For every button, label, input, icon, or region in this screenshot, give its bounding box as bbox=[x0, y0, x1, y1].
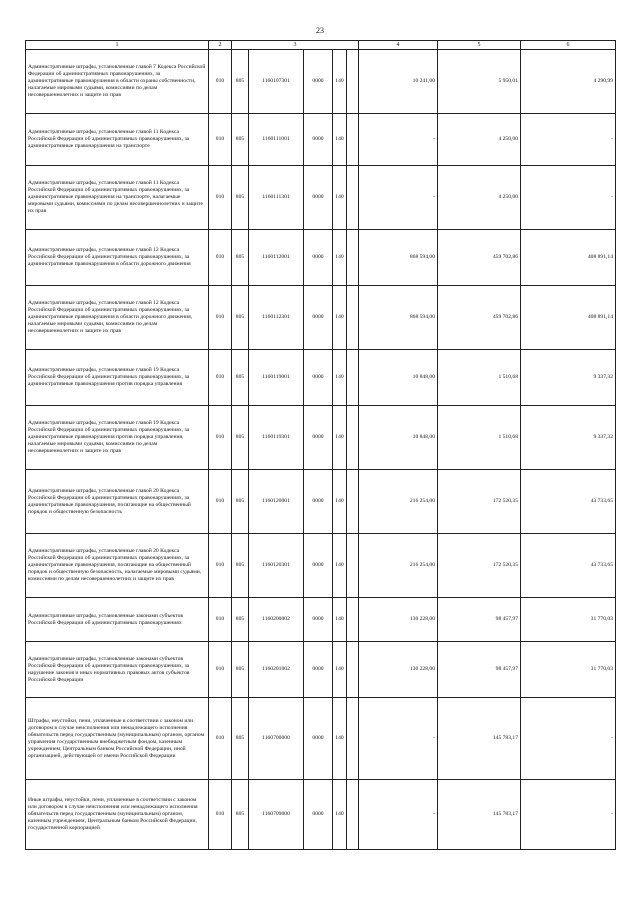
code-cell-5: 140 bbox=[333, 406, 347, 470]
code-cell-3: 1160709000 bbox=[249, 780, 304, 850]
code-cell-4: 0000 bbox=[304, 534, 333, 598]
code-cell-2: 805 bbox=[232, 166, 249, 230]
header-cell-2: 2 bbox=[209, 41, 232, 50]
row-name-cell: Административные штрафы, установленные главой 7 Кодекса Российской Федерации об административных правонарушениях, за административные правонарушения в области охраны собственности, налагаемые мировыми судьями, комиссиями по делам несовершеннолетних и защите их прав bbox=[26, 50, 209, 114]
code-cell-3: 1160112301 bbox=[249, 286, 304, 350]
code-cell-2: 805 bbox=[232, 642, 249, 698]
code-cell-1: 010 bbox=[209, 598, 232, 642]
code-cell-3: 1160107301 bbox=[249, 50, 304, 114]
row-name-cell: Административные штрафы, установленные главой 19 Кодекса Российской Федерации об административных правонарушениях, за административные правонарушения против порядка управления, налагаемые мировыми судьями, комиссиями по делам несовершеннолетних и защите их прав bbox=[26, 406, 209, 470]
deviation-value-cell: 43 733,65 bbox=[521, 534, 616, 598]
plan-value-cell: 130 228,00 bbox=[359, 598, 438, 642]
code-cell-3: 1160700000 bbox=[249, 698, 304, 780]
code-cell-2: 805 bbox=[232, 286, 249, 350]
code-cell-2: 805 bbox=[232, 50, 249, 114]
table-row bbox=[26, 50, 616, 114]
code-cell-3: 1160120001 bbox=[249, 470, 304, 534]
deviation-value-cell: 31 770,03 bbox=[521, 642, 616, 698]
code-cell-5: 140 bbox=[333, 350, 347, 406]
code-cell-1: 010 bbox=[209, 230, 232, 286]
code-cell-5: 140 bbox=[333, 166, 347, 230]
executed-value-cell: 1 510,68 bbox=[438, 406, 521, 470]
code-cell-4: 0000 bbox=[304, 470, 333, 534]
code-cell-4: 0000 bbox=[304, 286, 333, 350]
executed-value-cell: 4 250,00 bbox=[438, 166, 521, 230]
executed-value-cell: 1 510,68 bbox=[438, 350, 521, 406]
empty-cell bbox=[347, 470, 359, 534]
code-cell-1: 010 bbox=[209, 406, 232, 470]
plan-value-cell: 130 228,00 bbox=[359, 642, 438, 698]
executed-value-cell: 4 250,00 bbox=[438, 114, 521, 166]
table-row bbox=[26, 534, 616, 598]
executed-value-cell: 459 702,86 bbox=[438, 230, 521, 286]
deviation-value-cell: 31 770,03 bbox=[521, 598, 616, 642]
row-name-cell: Административные штрафы, установленные главой 20 Кодекса Российской Федерации об административных правонарушениях, за административные правонарушения, посягающие на общественный порядок и общественную безопасность bbox=[26, 470, 209, 534]
row-name-cell: Административные штрафы, установленные законами субъектов Российской Федерации об административных правонарушениях bbox=[26, 598, 209, 642]
code-cell-4: 0000 bbox=[304, 598, 333, 642]
empty-cell bbox=[347, 350, 359, 406]
deviation-value-cell: 408 891,14 bbox=[521, 286, 616, 350]
plan-value-cell: - bbox=[359, 780, 438, 850]
executed-value-cell: 172 520,35 bbox=[438, 470, 521, 534]
table-row bbox=[26, 698, 616, 780]
empty-cell bbox=[347, 50, 359, 114]
row-name-cell: Административные штрафы, установленные главой 12 Кодекса Российской Федерации об административных правонарушениях, за административные правонарушения в области дорожного движения, налагаемые мировыми судьями, комиссиями по делам несовершеннолетних и защите их прав bbox=[26, 286, 209, 350]
code-cell-2: 805 bbox=[232, 350, 249, 406]
deviation-value-cell: 4 290,99 bbox=[521, 50, 616, 114]
plan-value-cell: - bbox=[359, 698, 438, 780]
table-row bbox=[26, 114, 616, 166]
plan-value-cell: 868 594,00 bbox=[359, 286, 438, 350]
table-row bbox=[26, 286, 616, 350]
code-cell-1: 010 bbox=[209, 50, 232, 114]
code-cell-5: 140 bbox=[333, 50, 347, 114]
code-cell-4: 0000 bbox=[304, 642, 333, 698]
empty-cell bbox=[347, 534, 359, 598]
empty-cell bbox=[347, 642, 359, 698]
code-cell-3: 1160200002 bbox=[249, 598, 304, 642]
empty-cell bbox=[347, 230, 359, 286]
code-cell-3: 1160111001 bbox=[249, 114, 304, 166]
executed-value-cell: 459 702,86 bbox=[438, 286, 521, 350]
code-cell-2: 805 bbox=[232, 780, 249, 850]
code-cell-4: 0000 bbox=[304, 698, 333, 780]
code-cell-5: 140 bbox=[333, 114, 347, 166]
code-cell-2: 805 bbox=[232, 230, 249, 286]
plan-value-cell: - bbox=[359, 114, 438, 166]
code-cell-4: 0000 bbox=[304, 230, 333, 286]
deviation-value-cell: - bbox=[521, 114, 616, 166]
table-row bbox=[26, 350, 616, 406]
header-cell-4: 4 bbox=[359, 41, 438, 50]
code-cell-2: 805 bbox=[232, 698, 249, 780]
table-row bbox=[26, 642, 616, 698]
code-cell-5: 140 bbox=[333, 230, 347, 286]
code-cell-1: 010 bbox=[209, 286, 232, 350]
code-cell-5: 140 bbox=[333, 598, 347, 642]
empty-cell bbox=[347, 698, 359, 780]
code-cell-4: 0000 bbox=[304, 166, 333, 230]
executed-value-cell: 98 457,97 bbox=[438, 642, 521, 698]
table-body bbox=[26, 41, 616, 850]
code-cell-1: 010 bbox=[209, 642, 232, 698]
plan-value-cell: 10 241,00 bbox=[359, 50, 438, 114]
executed-value-cell: 98 457,97 bbox=[438, 598, 521, 642]
row-name-cell: Административные штрафы, установленные главой 20 Кодекса Российской Федерации об административных правонарушениях, за административные правонарушения, посягающие на общественный порядок и общественную безопасность, налагаемые мировыми судьями, комиссиями по делам несовершеннолетних и защите их прав bbox=[26, 534, 209, 598]
code-cell-5: 140 bbox=[333, 698, 347, 780]
table-row bbox=[26, 406, 616, 470]
code-cell-5: 140 bbox=[333, 780, 347, 850]
plan-value-cell: 216 254,00 bbox=[359, 534, 438, 598]
code-cell-5: 140 bbox=[333, 286, 347, 350]
code-cell-3: 1160111301 bbox=[249, 166, 304, 230]
empty-cell bbox=[347, 114, 359, 166]
code-cell-2: 805 bbox=[232, 598, 249, 642]
row-name-cell: Административные штрафы, установленные главой 12 Кодекса Российской Федерации об административных правонарушениях, за административные правонарушения в области дорожного движения bbox=[26, 230, 209, 286]
code-cell-1: 010 bbox=[209, 166, 232, 230]
row-name-cell: Административные штрафы, установленные главой 11 Кодекса Российской Федерации об административных правонарушениях, за административные правонарушения на транспорте, налагаемые мировыми судьями, комиссиями по делам несовершеннолетних и защите их прав bbox=[26, 166, 209, 230]
executed-value-cell: 172 520,35 bbox=[438, 534, 521, 598]
plan-value-cell: 10 848,00 bbox=[359, 350, 438, 406]
deviation-value-cell: 9 337,32 bbox=[521, 350, 616, 406]
code-cell-4: 0000 bbox=[304, 114, 333, 166]
code-cell-1: 010 bbox=[209, 534, 232, 598]
plan-value-cell: 868 594,00 bbox=[359, 230, 438, 286]
executed-value-cell: 5 950,01 bbox=[438, 50, 521, 114]
header-row bbox=[26, 41, 616, 50]
header-cell-6: 6 bbox=[521, 41, 616, 50]
row-name-cell: Иные штрафы, неустойки, пени, уплаченные в соответствии с законом или договором в случае неисполнения или ненадлежащего исполнения обязательств перед государственным (муниципальным) органом, казенным учреждением, Центральным банком Российской Федерации, государственной корпорацией bbox=[26, 780, 209, 850]
code-cell-4: 0000 bbox=[304, 350, 333, 406]
code-cell-2: 805 bbox=[232, 470, 249, 534]
empty-cell bbox=[347, 406, 359, 470]
code-cell-1: 010 bbox=[209, 698, 232, 780]
plan-value-cell: - bbox=[359, 166, 438, 230]
deviation-value-cell: 43 733,65 bbox=[521, 470, 616, 534]
code-cell-3: 1160119301 bbox=[249, 406, 304, 470]
page-number: 23 bbox=[316, 26, 324, 35]
code-cell-5: 140 bbox=[333, 534, 347, 598]
code-cell-3: 1160201002 bbox=[249, 642, 304, 698]
empty-cell bbox=[347, 286, 359, 350]
table-row bbox=[26, 598, 616, 642]
code-cell-2: 805 bbox=[232, 534, 249, 598]
code-cell-5: 140 bbox=[333, 642, 347, 698]
executed-value-cell: 145 783,17 bbox=[438, 698, 521, 780]
deviation-value-cell: - bbox=[521, 698, 616, 780]
code-cell-3: 1160119001 bbox=[249, 350, 304, 406]
code-cell-5: 140 bbox=[333, 470, 347, 534]
row-name-cell: Административные штрафы, установленные главой 11 Кодекса Российской Федерации об административных правонарушениях, за административные правонарушения на транспорте bbox=[26, 114, 209, 166]
row-name-cell: Штрафы, неустойки, пени, уплаченные в соответствии с законом или договором в случае неисполнения или ненадлежащего исполнения обязательств перед государственным (муниципальным) органом, органом управления государственным внебюджетным фондом, казенным учреждением, Центральным банком Российской Федерации, иной организацией, действующей от имени Российской Федерации bbox=[26, 698, 209, 780]
code-cell-1: 010 bbox=[209, 780, 232, 850]
code-cell-1: 010 bbox=[209, 470, 232, 534]
header-cell-5: 5 bbox=[438, 41, 521, 50]
budget-table bbox=[25, 40, 616, 850]
empty-cell bbox=[347, 166, 359, 230]
header-cell-1: 1 bbox=[26, 41, 209, 50]
code-cell-2: 805 bbox=[232, 114, 249, 166]
deviation-value-cell: 408 891,14 bbox=[521, 230, 616, 286]
empty-cell bbox=[347, 598, 359, 642]
executed-value-cell: 145 783,17 bbox=[438, 780, 521, 850]
table-row bbox=[26, 230, 616, 286]
code-cell-2: 805 bbox=[232, 406, 249, 470]
deviation-value-cell: 9 337,32 bbox=[521, 406, 616, 470]
table-row bbox=[26, 166, 616, 230]
code-cell-3: 1160112001 bbox=[249, 230, 304, 286]
code-cell-1: 010 bbox=[209, 114, 232, 166]
header-cell-3: 3 bbox=[232, 41, 359, 50]
code-cell-4: 0000 bbox=[304, 50, 333, 114]
deviation-value-cell: - bbox=[521, 166, 616, 230]
table-row bbox=[26, 780, 616, 850]
code-cell-4: 0000 bbox=[304, 406, 333, 470]
table-row bbox=[26, 470, 616, 534]
code-cell-3: 1160120301 bbox=[249, 534, 304, 598]
row-name-cell: Административные штрафы, установленные главой 19 Кодекса Российской Федерации об административных правонарушениях, за административные правонарушения против порядка управления bbox=[26, 350, 209, 406]
code-cell-1: 010 bbox=[209, 350, 232, 406]
plan-value-cell: 10 848,00 bbox=[359, 406, 438, 470]
empty-cell bbox=[347, 780, 359, 850]
code-cell-4: 0000 bbox=[304, 780, 333, 850]
row-name-cell: Административные штрафы, установленные законами субъектов Российской Федерации об административных правонарушениях, за нарушение законов и иных нормативных правовых актов субъектов Российской Федерации bbox=[26, 642, 209, 698]
deviation-value-cell: - bbox=[521, 780, 616, 850]
plan-value-cell: 216 254,00 bbox=[359, 470, 438, 534]
